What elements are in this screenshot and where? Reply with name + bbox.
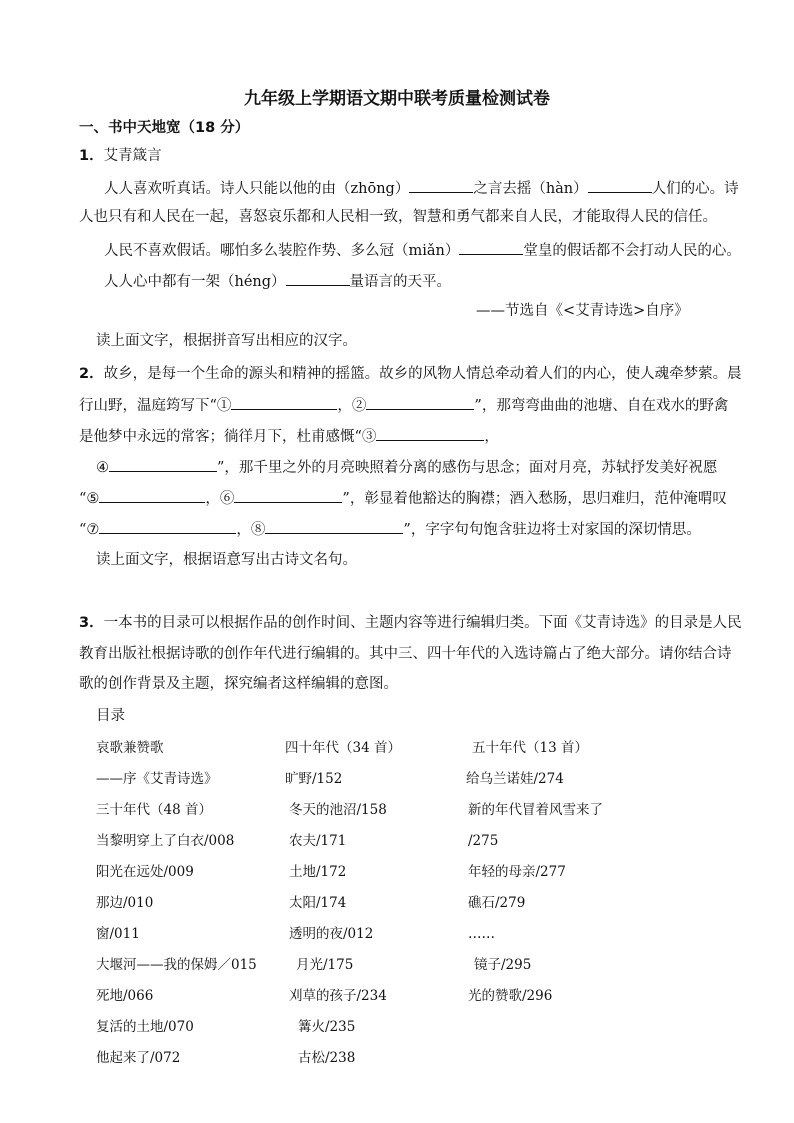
toc-entry: 五十年代（13 首） — [472, 740, 588, 756]
toc-entry: ——序《艾青诗选》 — [96, 771, 218, 787]
toc-entry: 他起来了/072 — [96, 1050, 181, 1066]
text-segment: 故乡，是每一个生命的源头和精神的摇篮。故乡的风物人情总牵动着人们的内心，使人魂牵梦萦。晨 — [103, 366, 742, 382]
toc-entry: 新的年代冒着风雪来了 — [468, 802, 603, 818]
text-segment: 行山野，温庭筠写下“① — [79, 398, 232, 414]
text-segment: 人人心中都有一架（héng） — [104, 274, 286, 290]
text-segment: ④ — [96, 460, 109, 476]
toc-entry: 古松/238 — [298, 1050, 356, 1066]
answer-blank[interactable] — [231, 394, 337, 410]
question-topic: 艾青箴言 — [103, 148, 162, 164]
q1-paragraph-1-cont: 人也只有和人民在一起，喜怒哀乐都和人民相一致，智慧和勇气都来自人民，才能取得人民的信任。 — [79, 209, 717, 225]
answer-blank[interactable] — [588, 177, 652, 193]
toc-entry: 光的赞歌/296 — [468, 988, 553, 1004]
toc-entry: 四十年代（34 首） — [285, 740, 401, 756]
answer-blank[interactable] — [366, 394, 474, 410]
answer-blank[interactable] — [99, 487, 205, 503]
toc-entry: 年轻的母亲/277 — [468, 864, 566, 880]
question-2-line-2 — [79, 394, 728, 416]
text-segment: ”，字字句句饱含驻边将士对家国的深切情思。 — [403, 522, 701, 538]
toc-entry: 哀歌兼赞歌 — [96, 740, 164, 756]
toc-entry: 透明的夜/012 — [289, 926, 374, 942]
question-3-line-2: 教育出版社根据诗歌的创作年代进行编辑的。其中三、四十年代的入选诗篇占了绝大部分。请你结合诗 — [79, 646, 732, 662]
q1-paragraph-3 — [104, 270, 451, 292]
toc-entry: 刈草的孩子/234 — [289, 988, 387, 1004]
question-number: 2． — [79, 366, 104, 382]
toc-entry: 太阳/174 — [289, 895, 347, 911]
text-segment: 是他梦中永远的常客；徜徉月下，杜甫感慨“③ — [79, 429, 377, 445]
source-citation: ——节选自《<艾青诗选>自序》 — [476, 303, 689, 319]
toc-entry: /275 — [468, 833, 499, 849]
question-number: 1． — [79, 148, 104, 164]
toc-entry: 阳光在远处/009 — [96, 864, 194, 880]
q1-paragraph-2 — [104, 239, 741, 261]
question-3-line-1 — [79, 613, 742, 633]
toc-entry: 土地/172 — [289, 864, 347, 880]
toc-entry: 给乌兰诺娃/274 — [466, 771, 564, 787]
toc-entry: 当黎明穿上了白衣/008 — [96, 833, 235, 849]
question-3-line-3: 歌的创作背景及主题，探究编者这样编辑的意图。 — [79, 676, 398, 692]
answer-blank[interactable] — [459, 239, 523, 255]
toc-entry: 死地/066 — [96, 988, 154, 1004]
toc-entry: 月光/175 — [296, 957, 354, 973]
q2-instruction: 读上面文字，根据语意写出古诗文名句。 — [96, 552, 357, 568]
text-segment: ， — [484, 429, 499, 445]
text-segment: ”，彰显着他豁达的胸襟；酒入愁肠，思归难归，范仲淹喟叹 — [342, 491, 727, 507]
text-segment: ，⑥ — [205, 491, 235, 507]
answer-blank[interactable] — [409, 177, 473, 193]
toc-entry: 农夫/171 — [289, 833, 347, 849]
text-segment: ”，那弯弯曲曲的池塘、自在戏水的野禽 — [474, 398, 729, 414]
toc-entry: 窗/011 — [96, 926, 140, 942]
question-number: 3． — [79, 615, 104, 631]
question-1-heading — [79, 146, 162, 166]
toc-entry: 那边/010 — [96, 895, 154, 911]
question-2-line-3 — [79, 425, 499, 447]
toc-entry: …… — [468, 926, 495, 942]
answer-blank[interactable] — [234, 487, 342, 503]
toc-entry: 冬天的池沼/158 — [289, 802, 387, 818]
text-segment: “⑦ — [79, 522, 100, 538]
answer-blank[interactable] — [286, 270, 350, 286]
section-heading: 一、书中天地宽（18 分） — [79, 120, 250, 136]
toc-heading: 目录 — [96, 708, 125, 724]
text-segment: 人人喜欢听真话。诗人只能以他的由（zhōng） — [104, 181, 410, 197]
question-2-line-1 — [79, 364, 742, 384]
toc-entry: 旷野/152 — [285, 771, 343, 787]
toc-entry: 复活的土地/070 — [96, 1019, 194, 1035]
toc-entry: 篝火/235 — [298, 1019, 356, 1035]
text-segment: ”，那千里之外的月亮映照着分离的感伤与思念；面对月亮，苏轼抒发美好祝愿 — [217, 460, 718, 476]
text-segment: 量语言的天平。 — [349, 274, 452, 290]
toc-entry: 礁石/279 — [468, 895, 526, 911]
question-2-line-5 — [79, 487, 727, 509]
toc-entry: 三十年代（48 首） — [96, 802, 212, 818]
q1-instruction: 读上面文字，根据拼音写出相应的汉字。 — [96, 333, 357, 349]
answer-blank[interactable] — [265, 518, 403, 534]
text-segment: 一本书的目录可以根据作品的创作时间、主题内容等进行编辑归类。下面《艾青诗选》的目录是人民 — [103, 615, 742, 631]
text-segment: ，② — [337, 398, 367, 414]
toc-entry: 大堰河——我的保姆／015 — [96, 957, 257, 973]
text-segment: 堂皇的假话都不会打动人民的心。 — [523, 243, 741, 259]
text-segment: 人民不喜欢假话。哪怕多么装腔作势、多么冠（miǎn） — [104, 243, 460, 259]
answer-blank[interactable] — [99, 518, 236, 534]
q1-paragraph-1 — [104, 177, 739, 199]
text-segment: “⑤ — [79, 491, 100, 507]
toc-entry: 镜子/295 — [474, 957, 532, 973]
text-segment: ，⑧ — [236, 522, 266, 538]
question-2-line-4 — [96, 456, 717, 478]
text-segment: 人们的心。诗 — [651, 181, 739, 197]
question-2-line-6 — [79, 518, 701, 540]
answer-blank[interactable] — [376, 425, 484, 441]
answer-blank[interactable] — [109, 456, 217, 472]
page-title: 九年级上学期语文期中联考质量检测试卷 — [244, 89, 550, 109]
text-segment: 之言去摇（hàn） — [473, 181, 588, 197]
